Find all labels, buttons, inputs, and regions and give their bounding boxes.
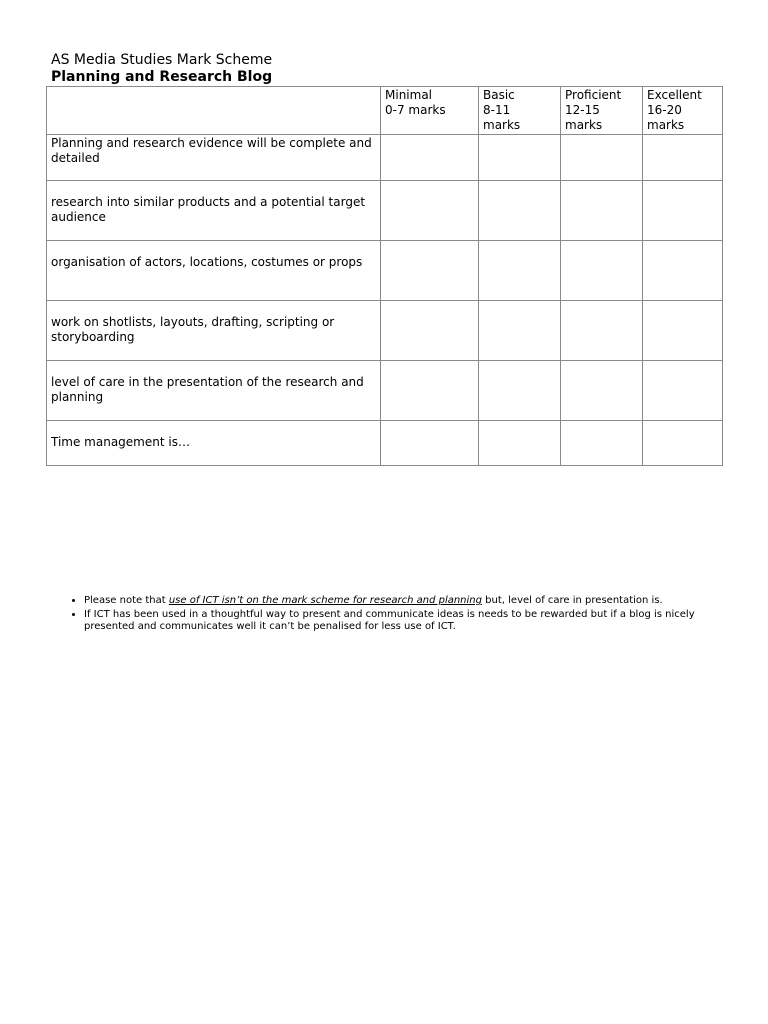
header-proficient-range: 12-15 [565,103,600,117]
excellent-score-cell [643,241,723,301]
header-minimal-range: 0-7 marks [385,103,446,117]
proficient-score-cell [561,181,643,241]
table-row [47,361,723,421]
table-row [47,301,723,361]
note-1-pre: Please note that [84,595,169,606]
table-row [47,421,723,466]
header-excellent [643,87,723,135]
mark-scheme-table [46,86,723,466]
excellent-score-cell [643,301,723,361]
criteria-cell: research into similar products and a potential target audience [47,181,381,241]
table-row [47,181,723,241]
criteria-cell: Time management is… [47,421,381,466]
header-basic-name: Basic [483,88,515,102]
document-subtitle: Planning and Research Blog [51,69,273,85]
notes-list [66,595,724,635]
proficient-score-cell [561,361,643,421]
criteria-cell: level of care in the presentation of the research and planning [47,361,381,421]
header-criteria-cell [47,87,381,135]
basic-score-cell [479,241,561,301]
basic-score-cell [479,135,561,181]
header-excellent-name: Excellent [647,88,702,102]
minimal-score-cell [381,135,479,181]
excellent-score-cell [643,135,723,181]
minimal-score-cell [381,301,479,361]
minimal-score-cell [381,421,479,466]
header-basic-range: 8-11 [483,103,511,117]
table-header-row [47,87,723,135]
header-basic [479,87,561,135]
header-minimal [381,87,479,135]
excellent-score-cell [643,181,723,241]
basic-score-cell [479,181,561,241]
note-ict-not-on-scheme [84,595,724,607]
criteria-cell: organisation of actors, locations, costumes or props [47,241,381,301]
header-minimal-name: Minimal [385,88,433,102]
header-basic-range-unit: marks [483,118,521,132]
criteria-cell: Planning and research evidence will be complete and detailed [47,135,381,181]
table-row [47,135,723,181]
proficient-score-cell [561,301,643,361]
header-proficient-name: Proficient [565,88,622,102]
header-proficient [561,87,643,135]
note-1-emphasis: use of ICT isn’t on the mark scheme for research and planning [168,595,482,606]
header-excellent-range-unit: marks [647,118,685,132]
header-excellent-range: 16-20 [647,103,682,117]
proficient-score-cell [561,241,643,301]
header-proficient-range-unit: marks [565,118,603,132]
minimal-score-cell [381,361,479,421]
table-row [47,241,723,301]
minimal-score-cell [381,181,479,241]
excellent-score-cell [643,421,723,466]
note-ict-rewarded: • If ICT has been used in a thoughtful way to present and communicate ideas is needs to be rewarded but if a blog is nicely presented and communicates well it can’t be penalised for less use of ICT. [84,609,724,633]
criteria-cell: work on shotlists, layouts, drafting, scripting or storyboarding [47,301,381,361]
proficient-score-cell [561,421,643,466]
basic-score-cell [479,301,561,361]
minimal-score-cell [381,241,479,301]
basic-score-cell [479,421,561,466]
basic-score-cell [479,361,561,421]
document-title: AS Media Studies Mark Scheme [51,52,273,68]
note-1-post: but, level of care in presentation is. [482,595,663,606]
proficient-score-cell [561,135,643,181]
excellent-score-cell [643,361,723,421]
